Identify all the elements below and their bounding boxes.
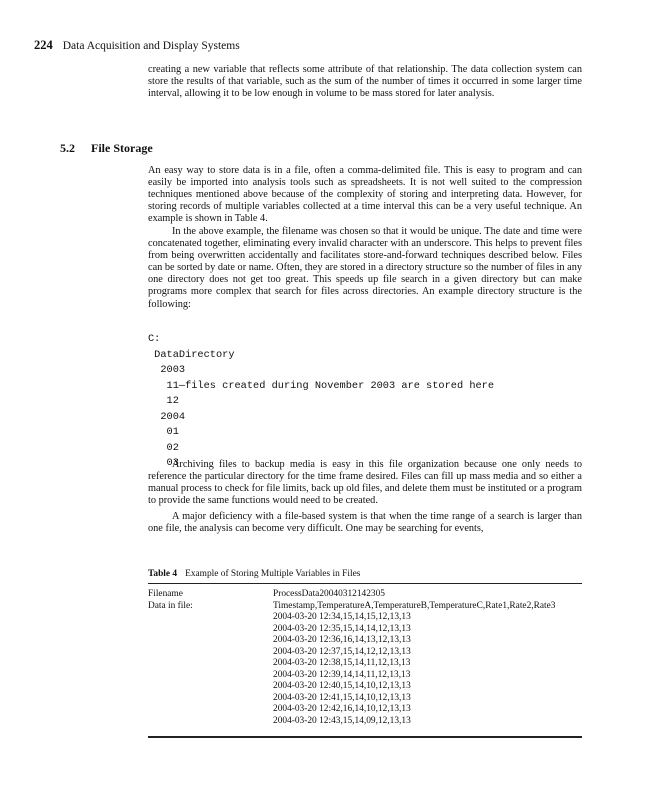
table-bottom-rule [148, 736, 582, 738]
directory-line: C: [148, 333, 161, 345]
section-title: File Storage [91, 141, 153, 155]
directory-line: 11—files created during November 2003 are stored here [148, 379, 495, 392]
directory-line: 12 [148, 395, 179, 407]
data-line: 2004-03-20 12:39,14,14,11,12,13,13 [273, 669, 411, 680]
data-line: 2004-03-20 12:41,15,14,10,12,13,13 [273, 692, 411, 703]
data-line: 2004-03-20 12:40,15,14,10,12,13,13 [273, 681, 411, 691]
filename-label: Filename [148, 589, 183, 599]
directory-line: 2003 [148, 364, 186, 376]
storage-table [148, 589, 588, 727]
directory-line: DataDirectory [148, 348, 235, 361]
data-line: 2004-03-20 12:43,15,14,09,12,13,13 [273, 715, 411, 726]
data-line: 2004-03-20 12:34,15,14,15,12,13,13 [273, 612, 411, 622]
section-number: 5.2 [60, 141, 75, 155]
directory-line: 2004 [148, 410, 186, 423]
directory-listing [148, 332, 494, 472]
data-line: 2004-03-20 12:42,16,14,10,12,13,13 [273, 704, 411, 714]
paragraph-archiving: Archiving files to backup media is easy in this file organization because one only needs to reference the particular directory for the time frame desired. Files can fill up mass media and so either a manual process to check for file limits, back up old files, and delete them must be instituted or a program to provide the same functions would need to be created. [148, 459, 582, 507]
page-number: 224 [34, 38, 53, 52]
directory-line: 01 [148, 426, 179, 438]
table-top-rule [148, 583, 582, 584]
table-caption-text: Example of Storing Multiple Variables in Files [185, 569, 361, 579]
page-header [34, 38, 240, 53]
running-title: Data Acquisition and Display Systems [62, 40, 240, 52]
data-line: 2004-03-20 12:37,15,14,12,12,13,13 [273, 646, 411, 657]
data-lines [273, 601, 555, 728]
data-line: 2004-03-20 12:36,16,14,13,12,13,13 [273, 635, 411, 645]
table-row [148, 589, 588, 601]
intro-paragraph: creating a new variable that reflects some attribute of that relationship. The data collection system can store the results of that variable, such as the sum of the number of times it occurred in some larger time interval, allowing it to be low enough in volume to be mass stored for later analysis. [148, 64, 582, 100]
section-heading [60, 141, 153, 156]
directory-line: 03 [148, 457, 179, 469]
table-caption-label: Table 4 [148, 569, 178, 579]
table-row [148, 601, 588, 728]
filename-value: ProcessData20040312142305 [273, 589, 385, 599]
paragraph-file-storage: An easy way to store data is in a file, often a comma-delimited file. This is easy to program and can easily be imported into analysis tools such as spreadsheets. It is not well suited to the compression techniques mentioned above because of the complexity of storing and interpreting data. However, for storing records of multiple variables collected at a time interval this can be a very useful technique. An example is shown in Table 4. [148, 165, 582, 225]
data-line: Timestamp,TemperatureA,TemperatureB,TemperatureC,Rate1,Rate2,Rate3 [273, 600, 556, 611]
paragraph-filename: In the above example, the filename was chosen so that it would be unique. The date and time were concatenated together, eliminating every invalid character with an underscore. This helps to prevent files from being overwritten accidentally and facilitates store-and-forward techniques described below. Files can be sorted by date or name. Often, they are stored in a directory structure so the number of files in any one directory does not get too great. This speeds up file search in a given directory but can make programs more complex that search for files across directories. An example directory structure is the following: [148, 226, 582, 310]
table-caption [148, 569, 360, 579]
paragraph-deficiency: A major deficiency with a file-based system is that when the time range of a search is larger than one file, the analysis can become very difficult. One may be searching for events, [148, 511, 582, 535]
data-label: Data in file: [148, 600, 193, 611]
data-line: 2004-03-20 12:35,15,14,14,12,13,13 [273, 623, 411, 634]
directory-line: 02 [148, 441, 179, 454]
data-line: 2004-03-20 12:38,15,14,11,12,13,13 [273, 658, 411, 668]
